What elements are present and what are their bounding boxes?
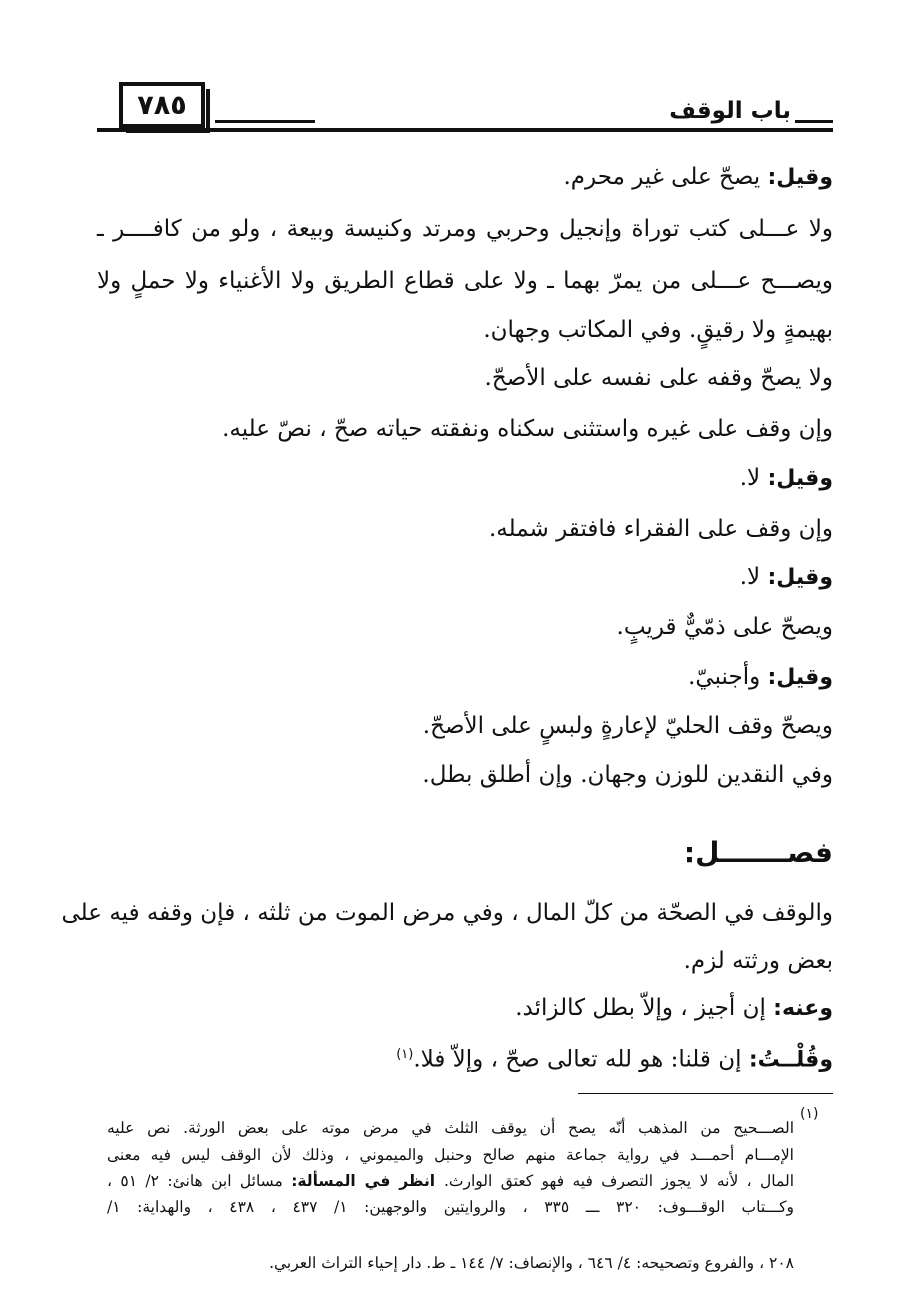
text-line: بعض ورثته لزم. <box>683 948 833 974</box>
text-line: وإن وقف على الفقراء فافتقر شمله. <box>488 516 833 542</box>
chapter-title: باب الوقف <box>669 98 791 124</box>
header-rule <box>97 128 833 132</box>
text-line <box>740 461 833 496</box>
keyword: وقيل: <box>767 565 833 590</box>
text-line: ويصحّ وقف الحليّ لإعارةٍ ولبسٍ على الأصحّ. <box>422 713 833 739</box>
running-header <box>97 72 833 132</box>
footnote-line: وكـــتاب الوقـــوف: ٣٢٠ ـــ ٣٣٥ ، والروايتين والوجهين: ١/ ٤٣٧ ، ٤٣٨ ، والهداية: ١/ <box>107 1198 795 1216</box>
text-line <box>563 160 833 195</box>
line-text: إن قلنا: هو لله تعالى صحّ ، وإلاّ فلا. <box>413 1046 749 1073</box>
footnote-line: ٢٠٨ ، والفروع وتصحيحه: ٤/ ٦٤٦ ، والإنصاف: ٧/ ١٤٤ ـ ط. دار إحياء التراث العربي. <box>269 1254 794 1272</box>
header-dash-left <box>215 120 315 123</box>
line-text: لا. <box>739 465 768 491</box>
text-line: بهيمةٍ ولا رقيقٍ. وفي المكاتب وجهان. <box>483 317 833 343</box>
footnote-number: (١) <box>800 1106 819 1122</box>
line-text: وأجنبيّ. <box>688 664 768 690</box>
header-dash-right <box>795 120 833 123</box>
footnote-line <box>107 1167 794 1195</box>
footnote-line: الصـــحيح من المذهب أنّه يصح أن يوقف الثلث في مرض موته على بعض الورثة. نص عليه <box>107 1119 794 1137</box>
footnote-line: الإمـــام أحمـــد في رواية جماعة منهم صالح وحنبل والميموني ، وذلك لأن الوقف ليس فيه معنى <box>107 1146 794 1164</box>
footnote-text: المال ، لأنه لا يجوز التصرف فيه فهو كعتق الوارث. <box>443 1172 795 1190</box>
text-line: ولا عـــلى كتب توراة وإنجيل وحربي ومرتد وكنيسة وبيعة ، ولو من كافــــر ـ <box>97 216 833 242</box>
line-text: يصحّ على غير محرم. <box>563 164 768 190</box>
keyword: وقيل: <box>767 665 833 690</box>
keyword: وقيل: <box>767 466 833 491</box>
section-heading: فصـــــــل: <box>683 836 833 869</box>
keyword: وعنه: <box>773 996 833 1021</box>
line-text: إن أجيز ، وإلاّ بطل كالزائد. <box>515 995 774 1021</box>
page-number: ٧٨٥ <box>137 89 187 121</box>
text-line: وفي النقدين للوزن وجهان. وإن أطلق بطل. <box>422 762 833 788</box>
page-number-box <box>119 82 205 128</box>
text-line: وإن وقف على غيره واستثنى سكناه ونفقته حياته صحّ ، نصّ عليه. <box>222 416 833 442</box>
text-line <box>515 991 833 1026</box>
text-line: ويصحّ على ذمّيٌّ قريبٍ. <box>616 614 833 640</box>
text-line: ويصـــح عـــلى من يمرّ بهما ـ ولا على قطاع الطريق ولا الأغنياء ولا حملٍ ولا <box>97 268 833 294</box>
text-line <box>740 560 833 595</box>
text-line: والوقف في الصحّة من كلّ المال ، وفي مرض الموت من ثلثه ، فإن وقفه فيه على <box>61 900 833 926</box>
footnote-text: مسائل ابن هانئ: ٢/ ٥١ ، <box>107 1172 292 1190</box>
footnote-separator <box>578 1093 833 1094</box>
footnote-see-label: انظر في المسألة: <box>291 1172 444 1190</box>
text-line: ولا يصحّ وقفه على نفسه على الأصحّ. <box>484 365 833 391</box>
footnote-reference[interactable]: (١) <box>396 1047 414 1062</box>
text-line <box>396 1038 833 1078</box>
text-line <box>688 660 833 695</box>
line-text: لا. <box>739 564 768 590</box>
keyword: وقيل: <box>767 165 833 190</box>
keyword: وقُلْــتُ: <box>748 1047 833 1073</box>
